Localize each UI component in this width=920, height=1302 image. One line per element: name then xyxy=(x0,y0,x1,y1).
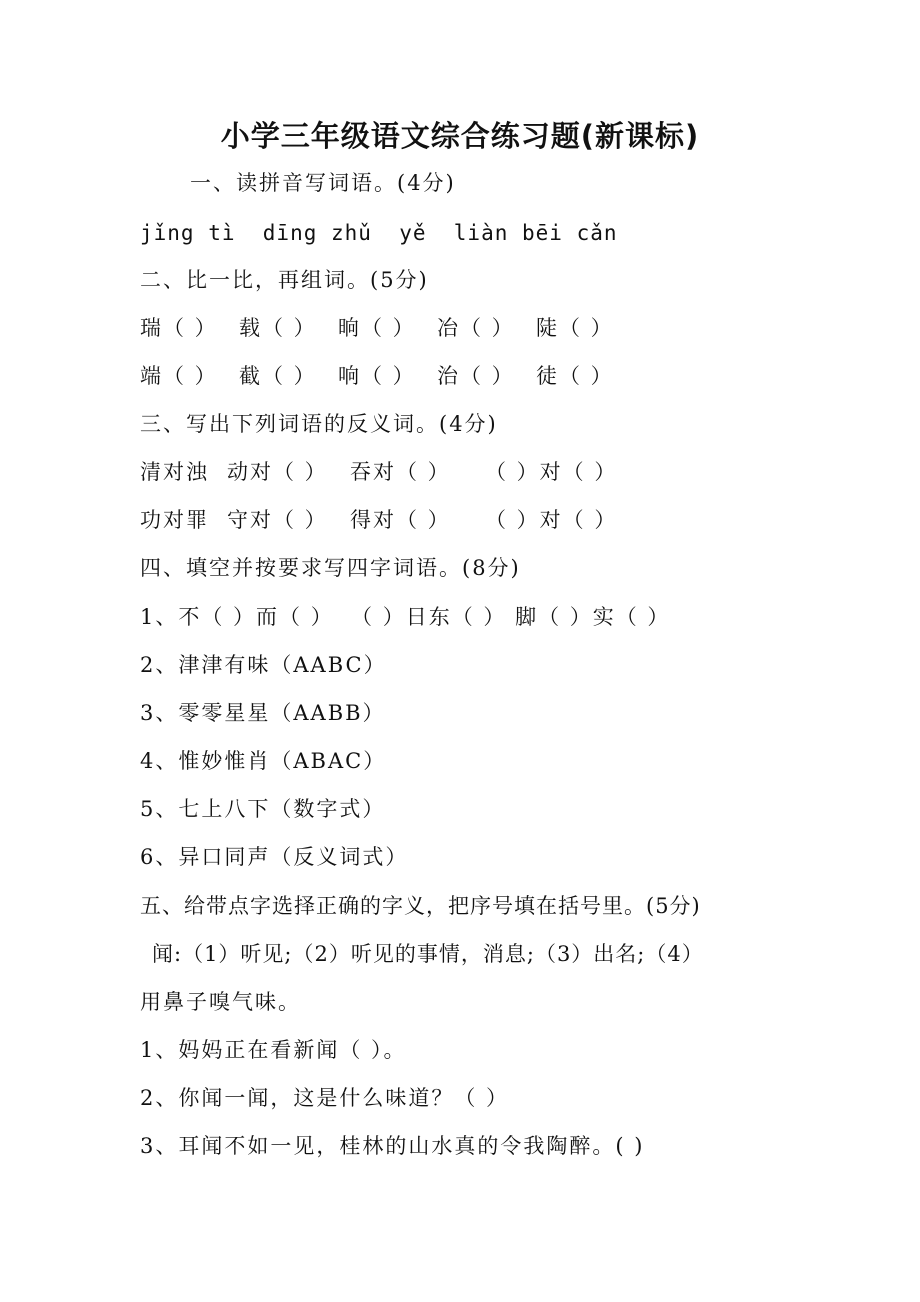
section3-heading: 三、写出下列词语的反义词。(4分) xyxy=(140,412,498,436)
pinyin-line: jǐng tì dīng zhǔ yě liàn bēi cǎn xyxy=(140,221,618,245)
section1-heading: 一、读拼音写词语。(4分) xyxy=(190,171,456,195)
section4-heading: 四、填空并按要求写四字词语。(8分) xyxy=(140,556,521,580)
idiom-item: 4、惟妙惟肖（ABAC） xyxy=(140,749,387,773)
antonym-item: 守对（ ） xyxy=(227,508,328,532)
section5-heading: 五、给带点字选择正确的字义，把序号填在括号里。(5分) xyxy=(140,894,701,918)
definition-line-1: 闻:（1）听见;（2）听见的事情，消息;（3）出名;（4） xyxy=(152,942,704,966)
meaning-item: 3、耳闻不如一见，桂林的山水真的令我陶醉。( ) xyxy=(140,1134,645,1158)
antonym-item: （ ）对（ ） xyxy=(485,508,618,532)
antonym-item: （ ）对（ ） xyxy=(485,460,618,484)
compare-item: 载（ ） xyxy=(239,316,317,340)
page-title: 小学三年级语文综合练习题(新课标) xyxy=(220,119,700,153)
compare-item: 截（ ） xyxy=(239,364,317,388)
idiom-item: 3、零零星星（AABB） xyxy=(140,701,386,725)
compare-item: 治（ ） xyxy=(437,364,515,388)
compare-item: 瑞（ ） xyxy=(140,316,218,340)
compare-item: 冶（ ） xyxy=(437,316,515,340)
definition-line-2: 用鼻子嗅气味。 xyxy=(140,990,301,1014)
idiom-item: 5、七上八下（数字式） xyxy=(140,797,386,821)
compare-item: 端（ ） xyxy=(140,364,218,388)
antonym-item: 吞对（ ） xyxy=(350,460,451,484)
idiom-item: 6、异口同声（反义词式） xyxy=(140,845,409,869)
idiom-item: 1、不（ ）而（ ） （ ）日东（ ） 脚（ ）实（ ） xyxy=(140,605,671,629)
antonym-example: 功对罪 xyxy=(140,508,209,532)
compare-item: 陡（ ） xyxy=(536,316,614,340)
compare-item: 徒（ ） xyxy=(536,364,614,388)
antonym-example: 清对浊 xyxy=(140,460,209,484)
idiom-item: 2、津津有味（AABC） xyxy=(140,653,387,677)
section2-heading: 二、比一比，再组词。(5分) xyxy=(140,268,429,292)
meaning-item: 2、你闻一闻，这是什么味道？（ ） xyxy=(140,1086,510,1110)
compare-item: 晌（ ） xyxy=(338,316,416,340)
antonym-item: 动对（ ） xyxy=(227,460,328,484)
antonym-item: 得对（ ） xyxy=(350,508,451,532)
meaning-item: 1、妈妈正在看新闻（ ）。 xyxy=(140,1038,407,1062)
compare-item: 响（ ） xyxy=(338,364,416,388)
